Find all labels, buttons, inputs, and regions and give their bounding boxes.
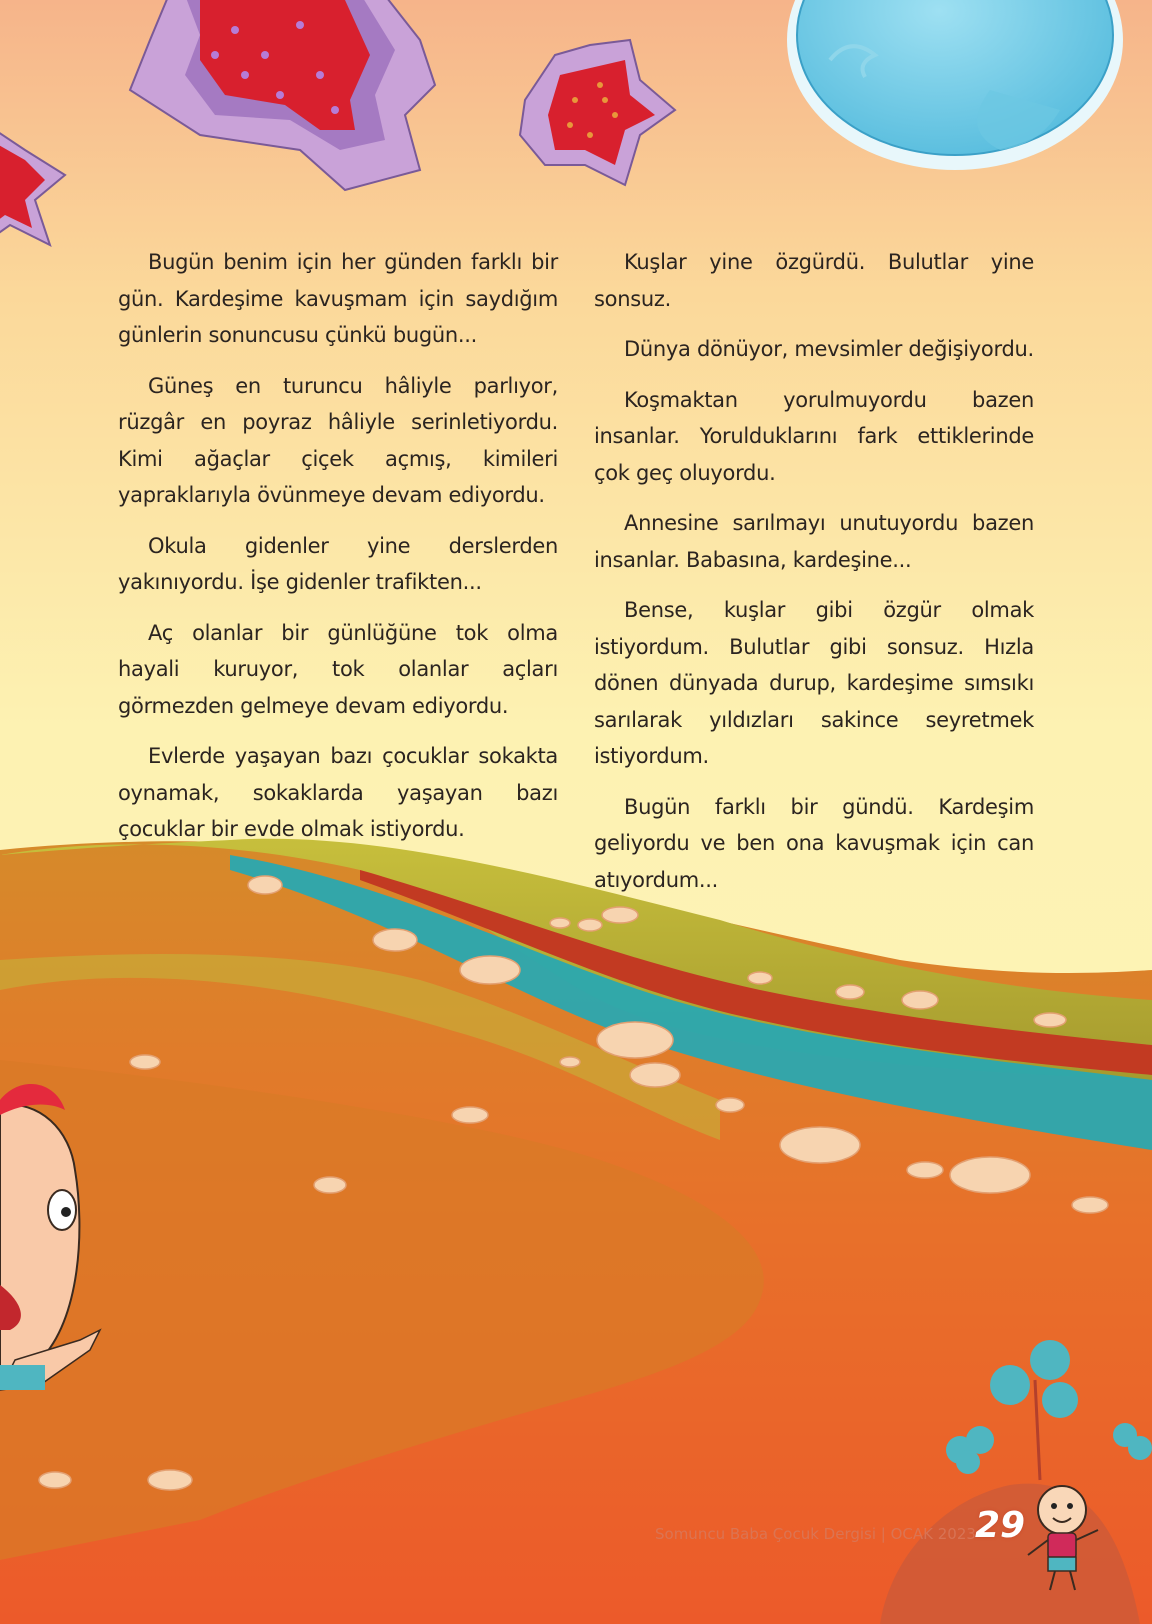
paragraph: Koşmaktan yorulmuyordu bazen insanlar. Yorulduklarını fark ettiklerinde çok geç oluyordu. bbox=[594, 387, 1034, 485]
paragraph: Bugün benim için her günden farklı bir gün. Kardeşime kavuşmam için saydığım günlerin sonuncusu çünkü bugün... bbox=[118, 250, 558, 347]
paragraph: Dünya dönüyor, mevsimler değişiyordu. bbox=[624, 337, 1034, 361]
paragraph: Kuşlar yine özgürdü. Bulutlar yine sonsuz. bbox=[594, 250, 1034, 311]
paragraph: Aç olanlar bir günlüğüne tok olma hayali kuruyor, tok olanlar açları görmezden gelmeye devam ediyordu. bbox=[118, 620, 558, 718]
paragraph: Annesine sarılmayı unutuyordu bazen insanlar. Babasına, kardeşine... bbox=[594, 511, 1034, 572]
article-columns bbox=[118, 244, 1034, 912]
left-column bbox=[118, 244, 558, 912]
paragraph: Okula gidenler yine derslerden yakınıyordu. İşe gidenler trafikten... bbox=[118, 533, 558, 594]
magazine-footer: Somuncu Baba Çocuk Dergisi | OCAK 2023 bbox=[655, 1525, 976, 1543]
paragraph: Bugün farklı bir gündü. Kardeşim geliyordu ve ben ona kavuşmak için can atıyordum... bbox=[594, 794, 1034, 892]
page-number: 29 bbox=[975, 1505, 1026, 1546]
paragraph: Bense, kuşlar gibi özgür olmak istiyordum. Bulutlar gibi sonsuz. Hızla dönen dünyada durup, kardeşime sımsıkı sarılarak yıldızları sakince seyretmek istiyordum. bbox=[594, 598, 1034, 768]
paragraph: Güneş en turuncu hâliyle parlıyor, rüzgâr en poyraz hâliyle serinletiyordu. Kimi ağaçlar çiçek açmış, kimileri yapraklarıyla övünmeye devam ediyordu. bbox=[118, 373, 558, 507]
paragraph: Evlerde yaşayan bazı çocuklar sokakta oynamak, sokaklarda yaşayan bazı çocuklar bir evde olmak istiyordu. bbox=[118, 744, 558, 841]
right-column bbox=[594, 244, 1034, 912]
